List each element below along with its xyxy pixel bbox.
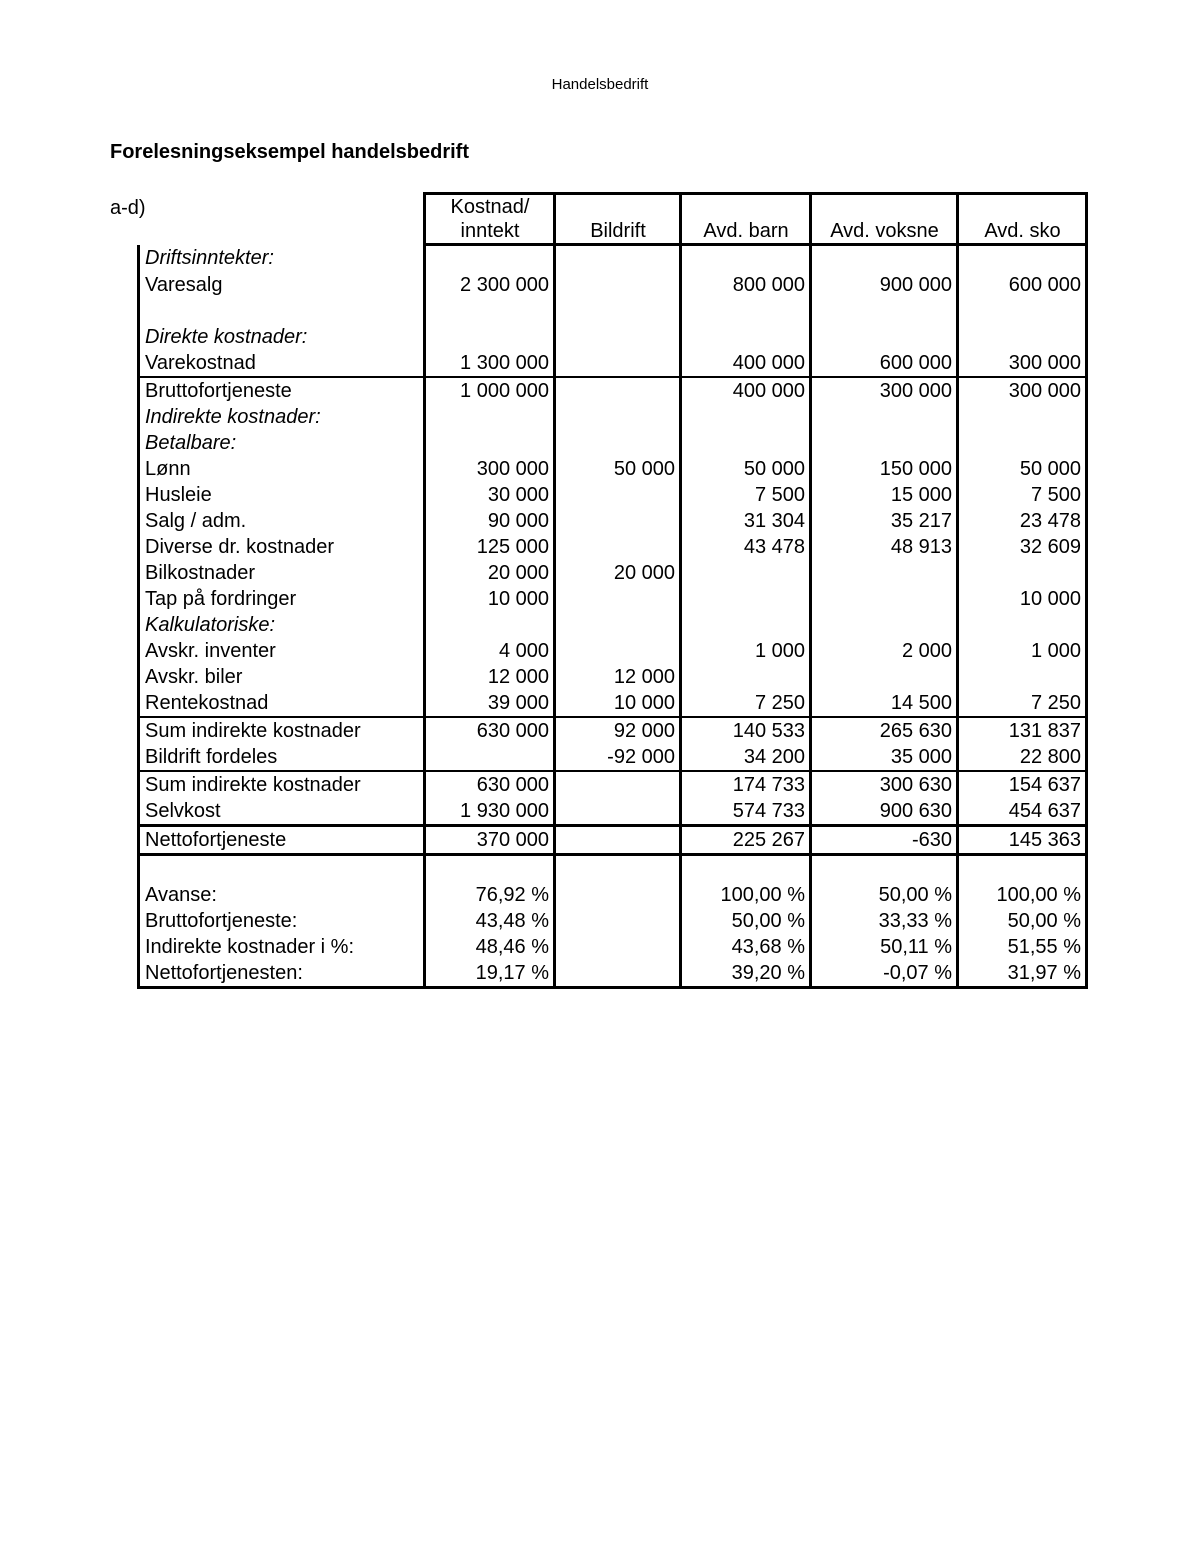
table-cell: 2 000 [811,638,958,664]
row-label: Bruttofortjeneste: [139,908,425,934]
table-cell: 1 000 000 [425,377,555,404]
row-label: Indirekte kostnader i %: [139,934,425,960]
table-cell: 600 000 [811,350,958,377]
table-cell [811,245,958,273]
table-cell: 7 500 [958,482,1087,508]
table-cell: 43 478 [681,534,811,560]
table-cell [555,482,681,508]
table-cell: 48 913 [811,534,958,560]
table-cell: 140 533 [681,717,811,744]
table-cell: 150 000 [811,456,958,482]
table-cell: 12 000 [425,664,555,690]
table-row [139,324,1087,350]
page-title: Forelesningseksempel handelsbedrift [110,141,469,163]
table-cell: 454 637 [958,798,1087,826]
table-cell [425,404,555,430]
table-cell [555,298,681,324]
table-cell: 10 000 [958,586,1087,612]
row-label: Kalkulatoriske: [139,612,425,638]
column-header-avd-voksne: Avd. voksne [811,194,958,245]
row-label: Varekostnad [139,350,425,377]
table-cell [958,664,1087,690]
table-row [139,482,1087,508]
column-header-avd-barn: Avd. barn [681,194,811,245]
table-cell: 30 000 [425,482,555,508]
table-cell [681,245,811,273]
table-cell: 4 000 [425,638,555,664]
table-cell [958,430,1087,456]
table-cell: 800 000 [681,272,811,298]
table-cell: 174 733 [681,771,811,798]
table-row [139,717,1087,744]
table-cell [811,586,958,612]
table-cell [555,430,681,456]
table-cell: 19,17 % [425,960,555,988]
table-cell: 34 200 [681,744,811,771]
table-cell [811,430,958,456]
table-row [139,350,1087,377]
table-cell: 131 837 [958,717,1087,744]
table-row [139,826,1087,855]
table-cell [555,508,681,534]
table-cell: 12 000 [555,664,681,690]
table-row [139,960,1087,988]
table-cell [681,324,811,350]
table-row [139,798,1087,826]
table-cell [425,430,555,456]
table-row [139,934,1087,960]
table-cell [811,664,958,690]
table-cell [425,855,555,883]
table-cell: 50,00 % [958,908,1087,934]
table-cell: 630 000 [425,771,555,798]
table-cell: 50,11 % [811,934,958,960]
table-cell: 1 000 [958,638,1087,664]
table-cell [555,798,681,826]
table-row [139,638,1087,664]
table-cell: 15 000 [811,482,958,508]
table-body [139,245,1087,988]
row-label: Sum indirekte kostnader [139,771,425,798]
table-cell: 1 000 [681,638,811,664]
table-cell: 400 000 [681,350,811,377]
table-cell [555,586,681,612]
table-cell: 370 000 [425,826,555,855]
table-cell: 300 630 [811,771,958,798]
table-cell: 43,68 % [681,934,811,960]
table-row [139,272,1087,298]
table-cell [958,298,1087,324]
table-row [139,744,1087,771]
row-label: Tap på fordringer [139,586,425,612]
table-cell: 20 000 [425,560,555,586]
table-cell [555,855,681,883]
table-row [139,855,1087,883]
row-label: Sum indirekte kostnader [139,717,425,744]
cost-table [137,192,1088,989]
table-cell [681,404,811,430]
table-cell [555,245,681,273]
row-label [139,298,425,324]
table-cell [555,638,681,664]
table-cell [555,908,681,934]
table-row [139,664,1087,690]
section-label: a-d) [110,197,146,219]
row-label: Nettofortjenesten: [139,960,425,988]
table-cell [555,404,681,430]
table-cell: -92 000 [555,744,681,771]
table-cell: 20 000 [555,560,681,586]
table-cell [425,245,555,273]
table-row [139,908,1087,934]
table-cell: 100,00 % [958,882,1087,908]
table-cell: 125 000 [425,534,555,560]
table-cell: 31,97 % [958,960,1087,988]
table-row [139,690,1087,717]
table-cell: 900 000 [811,272,958,298]
row-label: Betalbare: [139,430,425,456]
table-row [139,430,1087,456]
table-cell: 400 000 [681,377,811,404]
table-row [139,612,1087,638]
table-row [139,560,1087,586]
table-cell: 43,48 % [425,908,555,934]
table-cell: 1 300 000 [425,350,555,377]
row-label: Husleie [139,482,425,508]
table-cell [958,560,1087,586]
table-cell [958,855,1087,883]
table-cell: 154 637 [958,771,1087,798]
table-cell [811,404,958,430]
table-cell [681,298,811,324]
table-cell [555,324,681,350]
table-cell: 630 000 [425,717,555,744]
table-cell: 92 000 [555,717,681,744]
table-cell [425,744,555,771]
table-header-row [139,194,1087,245]
table-row [139,882,1087,908]
row-label: Bruttofortjeneste [139,377,425,404]
table-cell [555,534,681,560]
row-label: Driftsinntekter: [139,245,425,273]
table-cell: 22 800 [958,744,1087,771]
table-cell: 14 500 [811,690,958,717]
table-cell: 900 630 [811,798,958,826]
row-label: Diverse dr. kostnader [139,534,425,560]
row-label: Salg / adm. [139,508,425,534]
row-label: Direkte kostnader: [139,324,425,350]
table-cell: 50 000 [555,456,681,482]
table-row [139,771,1087,798]
table-cell: 76,92 % [425,882,555,908]
table-cell [811,855,958,883]
table-cell [811,298,958,324]
table-row [139,298,1087,324]
table-cell [555,612,681,638]
table-cell: 145 363 [958,826,1087,855]
table-cell: 33,33 % [811,908,958,934]
row-label: Nettofortjeneste [139,826,425,855]
table-cell [425,298,555,324]
table-cell: 50 000 [681,456,811,482]
table-cell: 35 217 [811,508,958,534]
table-cell [555,826,681,855]
column-header-kostnad-line1: Kostnad/ [450,196,530,218]
table-row [139,456,1087,482]
table-cell: 10 000 [425,586,555,612]
table-cell: 7 250 [681,690,811,717]
table-cell [425,324,555,350]
table-cell: 23 478 [958,508,1087,534]
table-cell: 39 000 [425,690,555,717]
table-cell [555,934,681,960]
table-cell: 7 500 [681,482,811,508]
table-cell [681,586,811,612]
column-header-kostnad-line2: inntekt [460,220,520,242]
table-cell: 300 000 [958,350,1087,377]
row-label: Avskr. biler [139,664,425,690]
table-cell: 50,00 % [681,908,811,934]
row-label: Lønn [139,456,425,482]
table-cell: 265 630 [811,717,958,744]
table-cell [958,612,1087,638]
table-cell: 1 930 000 [425,798,555,826]
column-header-avd-sko: Avd. sko [958,194,1087,245]
table-cell [681,560,811,586]
row-label: Rentekostnad [139,690,425,717]
table-cell [555,350,681,377]
table-cell: 2 300 000 [425,272,555,298]
table-cell: 90 000 [425,508,555,534]
table-cell: 31 304 [681,508,811,534]
row-label: Bilkostnader [139,560,425,586]
table-cell [811,612,958,638]
table-cell: -0,07 % [811,960,958,988]
table-cell [555,882,681,908]
row-label [139,855,425,883]
table-cell [681,855,811,883]
sheet-header: Handelsbedrift [551,76,649,93]
table-cell [681,430,811,456]
table-row [139,377,1087,404]
table-cell [811,560,958,586]
row-label: Avanse: [139,882,425,908]
table-cell: 48,46 % [425,934,555,960]
table-row [139,404,1087,430]
table-cell [681,664,811,690]
table-cell [555,960,681,988]
table-cell: -630 [811,826,958,855]
table-cell: 51,55 % [958,934,1087,960]
table-cell [811,324,958,350]
table-cell: 225 267 [681,826,811,855]
table-cell: 600 000 [958,272,1087,298]
table-cell: 574 733 [681,798,811,826]
row-label: Indirekte kostnader: [139,404,425,430]
table-row [139,245,1087,273]
table-cell [958,324,1087,350]
table-cell: 50,00 % [811,882,958,908]
table-cell: 300 000 [811,377,958,404]
table-cell: 10 000 [555,690,681,717]
row-label: Bildrift fordeles [139,744,425,771]
table-cell [555,771,681,798]
header-corner [139,194,425,245]
table-cell [958,245,1087,273]
table-cell: 100,00 % [681,882,811,908]
table-cell: 50 000 [958,456,1087,482]
row-label: Varesalg [139,272,425,298]
table-row [139,534,1087,560]
column-header-bildrift: Bildrift [555,194,681,245]
table-cell: 39,20 % [681,960,811,988]
table-cell [958,404,1087,430]
table-cell [425,612,555,638]
table-cell [555,272,681,298]
table-cell [681,612,811,638]
table-cell [555,377,681,404]
table-row [139,586,1087,612]
table-cell: 300 000 [425,456,555,482]
table-cell: 7 250 [958,690,1087,717]
row-label: Avskr. inventer [139,638,425,664]
column-header-kostnad [425,194,555,245]
table-cell: 32 609 [958,534,1087,560]
table-cell: 300 000 [958,377,1087,404]
table-cell: 35 000 [811,744,958,771]
table-row [139,508,1087,534]
row-label: Selvkost [139,798,425,826]
